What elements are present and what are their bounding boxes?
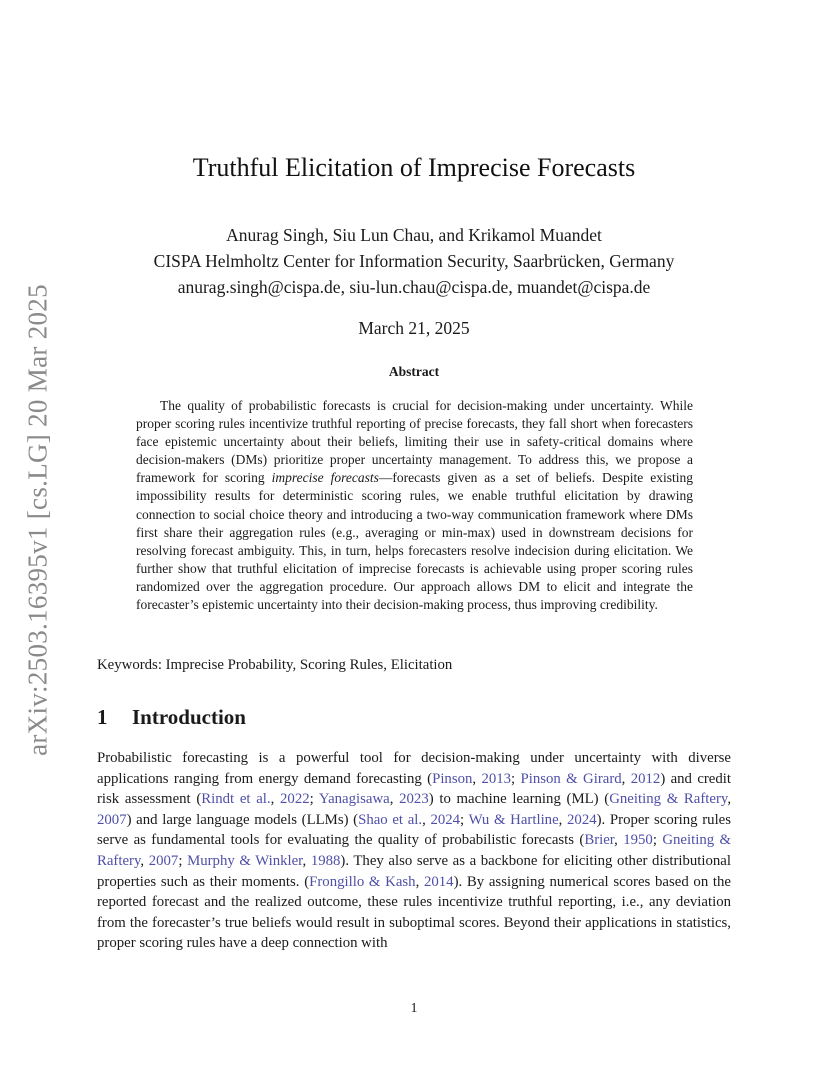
body-text: , bbox=[302, 852, 311, 869]
introduction-paragraph bbox=[97, 748, 731, 954]
citation-link[interactable]: Yanagisawa bbox=[318, 791, 390, 808]
body-text: , bbox=[727, 791, 732, 808]
citation-link[interactable]: Shao et al. bbox=[358, 811, 423, 828]
body-text: ) to machine learning (ML) ( bbox=[428, 791, 610, 808]
citation-link[interactable]: Rindt et al. bbox=[201, 791, 271, 808]
citation-link[interactable]: Gneiting & Raftery bbox=[609, 791, 728, 808]
body-text: ). They also serve as a backbone for eliciting other distributional properties such as their moments. ( bbox=[97, 852, 731, 890]
citation-link[interactable]: Pinson & Girard bbox=[520, 770, 622, 787]
body-text: ; bbox=[652, 832, 663, 849]
citation-link[interactable]: Brier bbox=[584, 832, 615, 849]
body-text: ; bbox=[178, 852, 188, 869]
author-block bbox=[0, 222, 828, 300]
paper-title: Truthful Elicitation of Imprecise Forecasts bbox=[192, 153, 636, 182]
section-heading bbox=[97, 705, 246, 730]
body-text: , bbox=[614, 832, 624, 849]
abstract-text: —forecasts given as a set of beliefs. Despite existing impossibility results for deterministic scoring rules, we enable truthful elicitation by drawing connection to social choice theory and introducing a two-way communication framework where DMs first share their aggregation rules (e.g., averaging or min-max) used in downstream decisions for resolving forecast ambiguity. This, in turn, helps forecasters resolve indecision during elicitation. We further show that truthful elicitation of imprecise forecasts is achievable using proper scoring rules randomized over the aggregation procedure. Our approach allows DM to elicit and integrate the forecaster’s epistemic uncertainty into their decision-making process, thus improving credibility. bbox=[136, 470, 694, 613]
body-text: ; bbox=[511, 770, 521, 787]
author-affiliation: CISPA Helmholtz Center for Information Security, Saarbrücken, Germany bbox=[153, 251, 675, 271]
citation-link[interactable]: 2014 bbox=[423, 873, 454, 890]
abstract-heading: Abstract bbox=[388, 364, 440, 379]
section-number: 1 bbox=[97, 705, 108, 729]
abstract-emphasis: imprecise forecasts bbox=[271, 470, 379, 486]
body-text: ) and credit risk assessment ( bbox=[97, 770, 731, 808]
paper-date: March 21, 2025 bbox=[358, 318, 470, 338]
body-text: , bbox=[389, 791, 400, 808]
body-text: ). Proper scoring rules serve as fundamental tools for evaluating the quality of probabilistic forecasts ( bbox=[97, 811, 732, 849]
citation-link[interactable]: Frongillo & Kash bbox=[309, 873, 416, 890]
body-text: ). By assigning numerical scores based on the reported forecast and the realized outcome, these rules incentivize truthful reporting, i.e., any deviation from the forecaster’s true beliefs would result in suboptimal scores. Beyond their applications in statistics, proper scoring rules have a deep connection with bbox=[97, 873, 731, 952]
citation-link[interactable]: Pinson bbox=[432, 770, 473, 787]
body-text: , bbox=[415, 873, 424, 890]
body-text: , bbox=[270, 791, 281, 808]
body-text: , bbox=[140, 852, 149, 869]
citation-link[interactable]: 2024 bbox=[430, 811, 461, 828]
citation-link[interactable]: 1950 bbox=[623, 832, 653, 849]
body-text: ; bbox=[309, 791, 319, 808]
citation-link[interactable]: Murphy & Winkler bbox=[187, 852, 303, 869]
abstract-body bbox=[136, 397, 693, 614]
citation-link[interactable]: 2012 bbox=[630, 770, 661, 787]
page-number: 1 bbox=[410, 1001, 418, 1016]
abstract-text: The quality of probabilistic forecasts is crucial for decision-making under uncertainty. While proper scoring rules incentivize truthful reporting of precise forecasts, they fall short when forecasters face epistemic uncertainty about their beliefs, limiting their use in safety-critical domains where decision-makers (DMs) prioritize proper uncertainty management. To address this, we propose a framework for scoring bbox=[136, 398, 693, 486]
body-text: Probabilistic forecasting is a powerful tool for decision-making under uncertainty with diverse applications ranging from energy demand forecasting ( bbox=[97, 750, 731, 787]
citation-link[interactable]: 2023 bbox=[399, 791, 429, 808]
body-text: , bbox=[558, 811, 568, 828]
citation-link[interactable]: 2013 bbox=[481, 770, 512, 787]
citation-link[interactable]: Wu & Hartline bbox=[468, 811, 559, 828]
body-text: , bbox=[621, 770, 631, 787]
body-text: , bbox=[422, 811, 431, 828]
arxiv-identifier: arXiv:2503.16395v1 [cs.LG] 20 Mar 2025 bbox=[22, 284, 53, 756]
body-text: ; bbox=[460, 811, 469, 828]
citation-link[interactable]: 2007 bbox=[148, 852, 179, 869]
author-names: Anurag Singh, Siu Lun Chau, and Krikamol Muandet bbox=[226, 225, 602, 245]
body-text: ) and large language models (LLMs) ( bbox=[126, 811, 359, 828]
citation-link[interactable]: 2022 bbox=[280, 791, 310, 808]
citation-link[interactable]: 2007 bbox=[97, 811, 127, 828]
body-text: , bbox=[472, 770, 482, 787]
citation-link[interactable]: 2024 bbox=[567, 811, 597, 828]
citation-link[interactable]: Gneiting & Raftery bbox=[97, 832, 731, 869]
section-title: Introduction bbox=[132, 705, 246, 729]
citation-link[interactable]: 1988 bbox=[310, 852, 341, 869]
author-emails: anurag.singh@cispa.de, siu-lun.chau@cispa.de, muandet@cispa.de bbox=[177, 277, 651, 297]
keywords-line: Keywords: Imprecise Probability, Scoring Rules, Elicitation bbox=[97, 657, 453, 673]
